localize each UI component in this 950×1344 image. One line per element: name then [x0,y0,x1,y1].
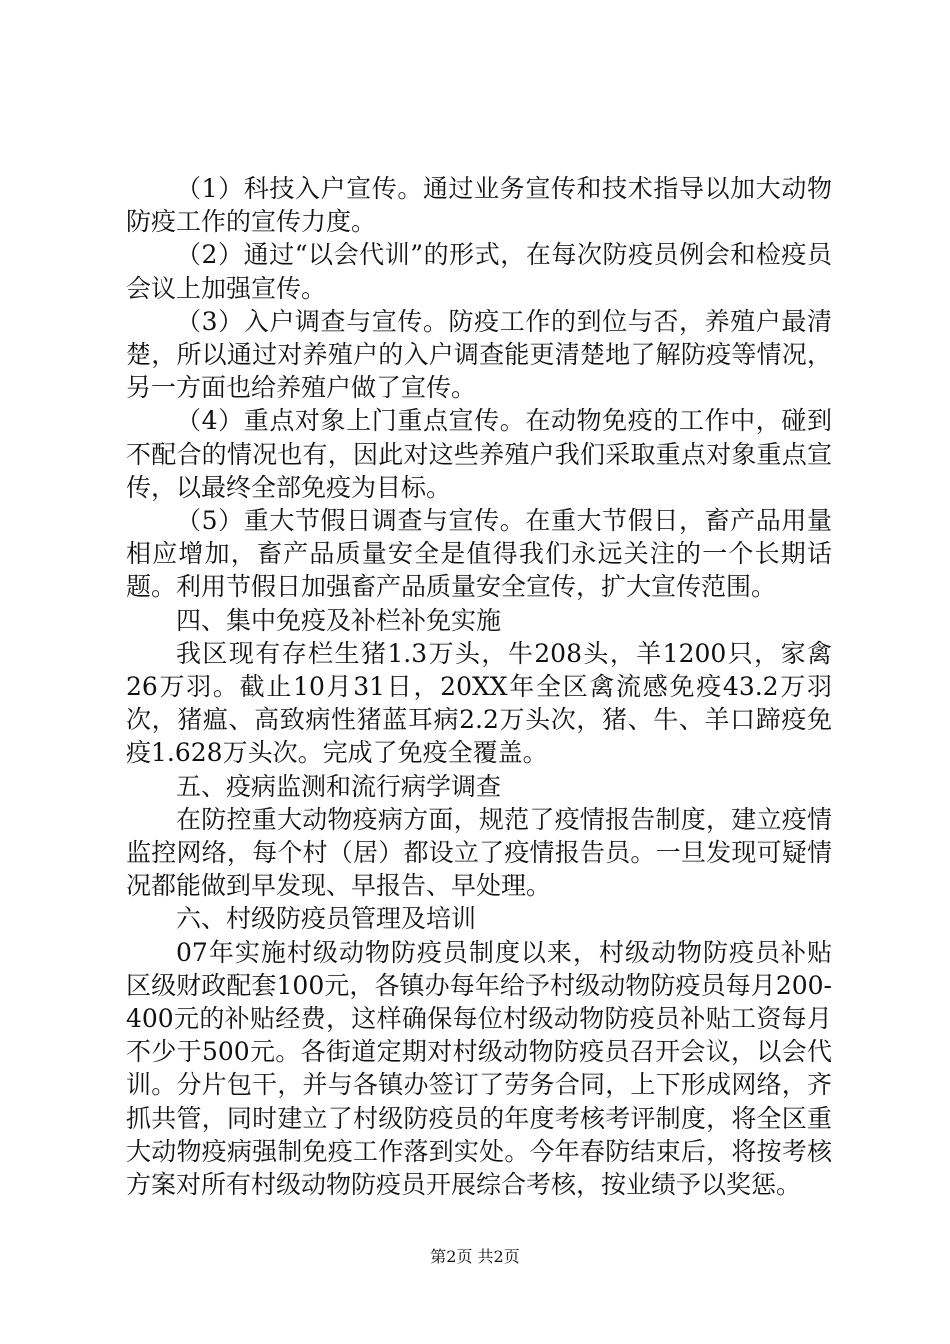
document-body [126,172,832,1201]
paragraph-publicity-2: （2）通过“以会代训”的形式，在每次防疫员例会和检疫员会议上加强宣传。 [126,240,832,303]
paragraph-publicity-3: （3）入户调查与宣传。防疫工作的到位与否，养殖户最清楚，所以通过对养殖户的入户调查能更清楚地了解防疫等情况，另一方面也给养殖户做了宣传。 [126,306,832,403]
paragraph-publicity-1: （1）科技入户宣传。通过业务宣传和技术指导以加大动物防疫工作的宣传力度。 [126,174,832,237]
paragraph-village-staff: 07年实施村级动物防疫员制度以来，村级动物防疫员补贴区级财政配套100元，各镇办每年给予村级动物防疫员每月200-400元的补贴经费，这样确保每位村级动物防疫员补贴工资每月不少于500元。各街道定期对村级动物防疫员召开会议，以会代训。分片包干，并与各镇办签订了劳务合同，上下形成网络，齐抓共管，同时建立了村级防疫员的年度考核考评制度，将全区重大动物疫病强制免疫工作落到实处。今年春防结束后，将按考核方案对所有村级动物防疫员开展综合考核，按业绩予以奖惩。 [126,937,832,1200]
section-heading-6: 六、村级防疫员管理及培训 [176,904,477,934]
paragraph-immunization: 我区现有存栏生猪1.3万头，牛208头，羊1200只，家禽26万羽。截止10月31日，20XX年全区禽流感免疫43.2万羽次，猪瘟、高致病性猪蓝耳病2.2万头次，猪、牛、羊口蹄疫免疫1.628万头次。完成了免疫全覆盖。 [126,638,832,768]
paragraph-monitoring: 在防控重大动物疫病方面，规范了疫情报告制度，建立疫情监控网络，每个村（居）都设立了疫情报告员。一旦发现可疑情况都能做到早发现、早报告、早处理。 [126,804,832,901]
section-heading-5: 五、疫病监测和流行病学调查 [176,771,502,801]
paragraph-publicity-4: （4）重点对象上门重点宣传。在动物免疫的工作中，碰到不配合的情况也有，因此对这些养殖户我们采取重点对象重点宣传，以最终全部免疫为目标。 [126,406,832,502]
page-footer: 第2页 共2页 [430,1247,520,1266]
paragraph-publicity-5: （5）重大节假日调查与宣传。在重大节假日，畜产品用量相应增加，畜产品质量安全是值得我们永远关注的一个长期话题。利用节假日加强畜产品质量安全宣传，扩大宣传范围。 [126,506,832,602]
section-heading-4: 四、集中免疫及补栏补免实施 [176,605,502,635]
